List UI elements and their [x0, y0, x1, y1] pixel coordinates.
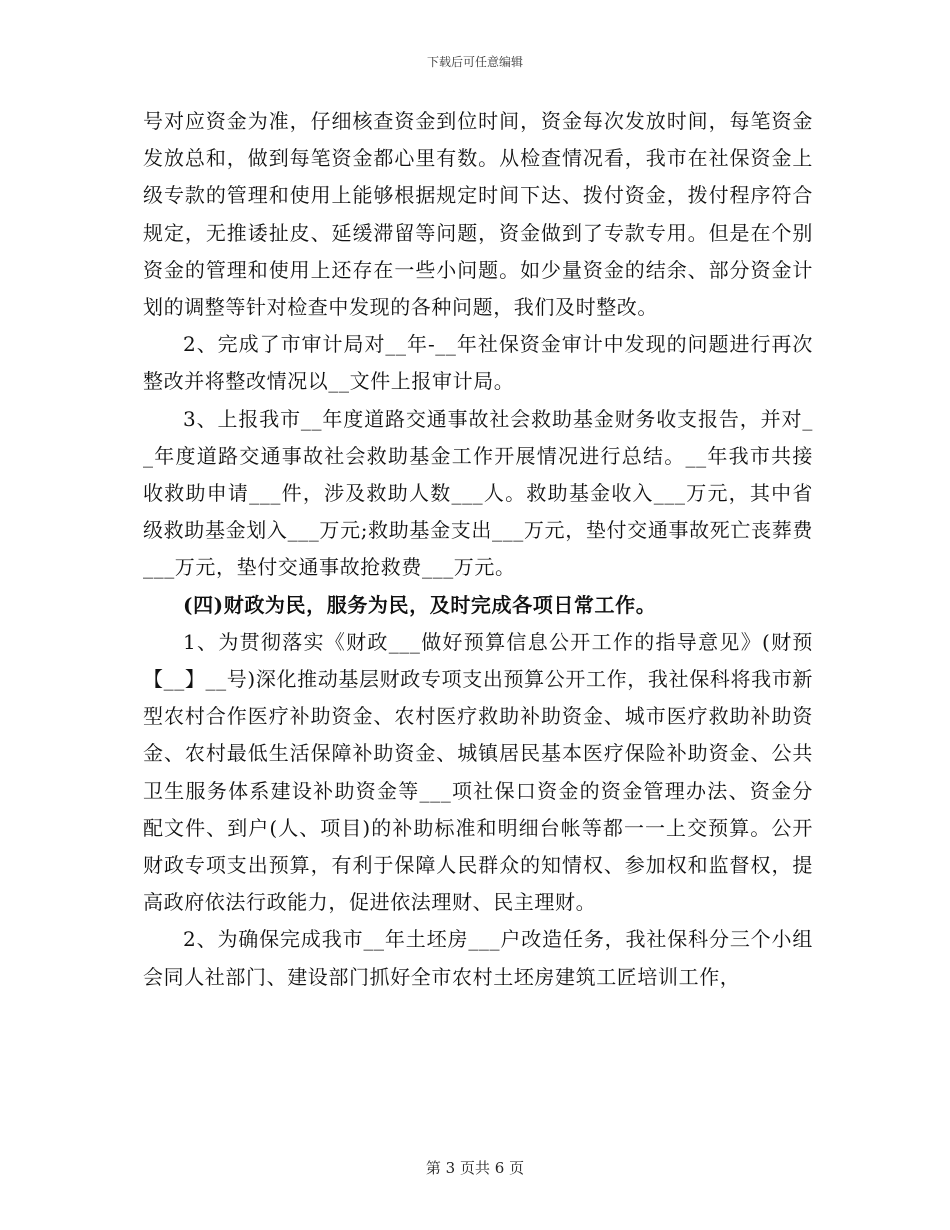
paragraph-item-2b: 2、为确保完成我市__年土坯房___户改造任务，我社保科分三个小组会同人社部门、建设部门抓好全市农村土坯房建筑工匠培训工作，: [143, 927, 813, 989]
paragraph-item-1: 1、为贯彻落实《财政___做好预算信息公开工作的指导意见》(财预【__】__号)深化推动基层财政专项支出预算公开工作，我社保科将我市新型农村合作医疗补助资金、农村医疗救助补助资金、城市医疗救助补助资金、农村最低生活保障补助资金、城镇居民基本医疗保险补助资金、公共卫生服务体系建设补助资金等___项社保口资金的资金管理办法、资金分配文件、到户(人、项目)的补助标准和明细台帐等都一一上交预算。公开财政专项支出预算，有利于保障人民群众的知情权、参加权和监督权，提高政府依法行政能力，促进依法理财、民主理财。: [143, 629, 813, 915]
paragraph-item-3: 3、上报我市__年度道路交通事故社会救助基金财务收支报告，并对__年度道路交通事故社会救助基金工作开展情况进行总结。__年我市共接收救助申请___件，涉及救助人数___人。救助基金收入___万元，其中省级救助基金划入___万元;救助基金支出___万元，垫付交通事故死亡丧葬费___万元，垫付交通事故抢救费___万元。: [143, 406, 813, 580]
paragraph-continuation: 号对应资金为准，仔细核查资金到位时间，资金每次发放时间，每笔资金发放总和，做到每笔资金都心里有数。从检查情况看，我市在社保资金上级专款的管理和使用上能够根据规定时间下达、拨付资金，拨付程序符合规定，无推诿扯皮、延缓滞留等问题，资金做到了专款专用。但是在个别资金的管理和使用上还存在一些小问题。如少量资金的结余、部分资金计划的调整等针对检查中发现的各种问题，我们及时整改。: [143, 109, 813, 320]
document-body: [143, 103, 813, 996]
section-heading: (四)财政为民，服务为民，及时完成各项日常工作。: [183, 592, 657, 617]
paragraph-item-2: 2、完成了市审计局对__年-__年社保资金审计中发现的问题进行再次整改并将整改情况以__文件上报审计局。: [143, 332, 813, 394]
page-number: 第 3 页共 6 页: [425, 1159, 525, 1177]
page-header-note: 下载后可任意编辑: [426, 55, 523, 69]
